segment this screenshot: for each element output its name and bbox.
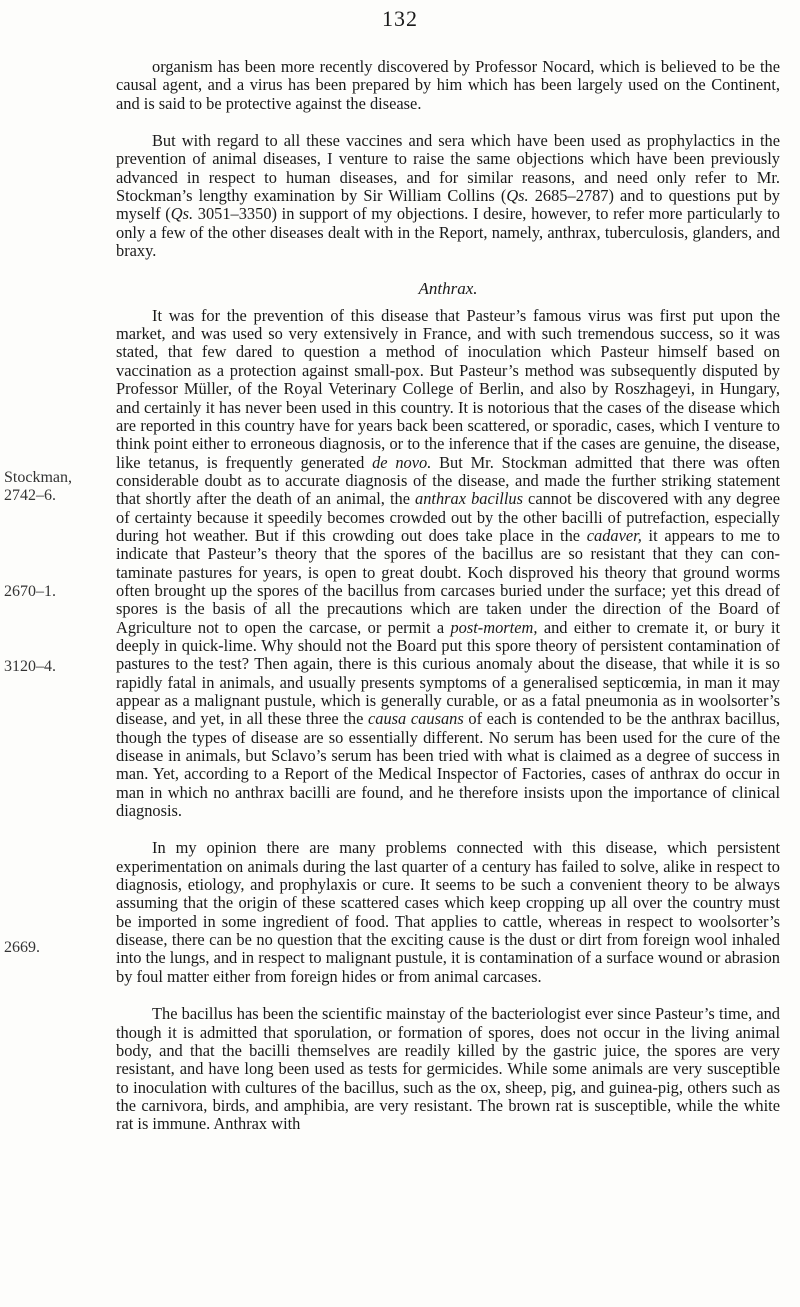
text-run: organism has been more recently discovered by Professor Nocard, which is believed to be the causal agent, and a virus has been prepared by him which has been largely used on the Continent, and is said to be protective against the disease.: [116, 57, 780, 113]
margin-note-3120: 3120–4.: [4, 658, 56, 675]
text-run: cannot be discovered with any degree of certainty because it speedily becomes crowded out by the other bacilli of putrefaction, especially during hot weather. But if this crowding out does take place in the: [116, 489, 780, 545]
italic-text: cadaver,: [586, 525, 642, 545]
text-run: In my opinion there are many problems connected with this disease, which persistent experimentation on animals during the last quarter of a century has failed to solve, alike in respect to diagnosis, etiology, and prophylaxis or cure. It seems to be such a convenient theory to be always assuming that the origin of these scattered cases which keep cropping up all over the country must be imported in some ingredient of food. That applies to cattle, whereas in respect to woolsorter’s disease, there can be no question that the exciting cause is the dust or dirt from foreign wool inhaled into the lungs, and in respect to malignant pustule, it is contamination of a surface wound or abrasion by foul matter either from foreign hides or from animal carcases.: [116, 838, 780, 986]
italic-text: post-mortem,: [450, 617, 538, 637]
margin-note-stockman: Stockman, 2742–6.: [4, 469, 72, 504]
paragraph-2: [116, 132, 780, 260]
paragraph-5: [116, 1005, 780, 1133]
paragraph-4: [116, 839, 780, 986]
margin-note-2669: 2669.: [4, 939, 40, 956]
text-run: 3051–3350) in support of my objections. I desire, however, to refer more particularly to only a few of the other diseases dealt with in the Report, namely, anthrax, tuberculosis, glanders, and braxy.: [116, 204, 780, 261]
page-number: 132: [382, 6, 418, 31]
text-run: The bacillus has been the scientific mainstay of the bacteriologist ever since Pasteur’s time, and though it is admitted that sporulation, or formation of spores, does not occur in the living animal body, and that the bacilli themselves are readily killed by the gastric juice, the spores are very resistant, and have long been used as tests for germicides. While some animals are very susceptible to inoculation with cultures of the bacillus, such as the ox, sheep, pig, and guinea-pig, others such as the carnivora, birds, and amphibia, are very resistant. The brown rat is susceptible, while the white rat is immune. Anthrax with: [116, 1004, 780, 1134]
italic-text: Qs.: [170, 204, 194, 224]
paragraph-1: [116, 58, 780, 113]
italic-text: anthrax bacillus: [415, 489, 523, 509]
body-text: [116, 58, 780, 1134]
text-run: it appears to me to indicate that Pasteur’s theory that the spores of the bacillus are so resistant that they can con-taminate pastures for years, is open to great doubt. Koch disproved his theory that ground worms often brought up the spores of the bacillus from carcases buried under the surface; yet this dread of spores is the basis of all the precautions which are taken under the direction of the Board of Agriculture not to open the carcase, or permit a: [116, 525, 781, 637]
italic-text: causa causans: [368, 709, 464, 729]
text-run: It was for the prevention of this disease that Pasteur’s famous virus was first put upon the market, and was used so very extensively in France, and with such tremendous success, so it was stated, that few dared to question a method of inoculation which Pasteur himself based on vaccination as a protection against small-pox. But Pasteur’s method was subsequently disputed by Professor Müller, of the Royal Veterinary College of Berlin, and also by Roszhageyi, in Hungary, and certainly it has never been used in this country. It is notorious that the cases of the disease which are reported in this country have for years back been scattered, or sporadic, cases, which I venture to think point either to erroneous diagnosis, or to the inference that if the cases are genuine, the disease, like tetanus, is frequently generated: [116, 305, 780, 472]
text-run: But Mr. Stockman admitted that there was often considerable doubt as to accurate diagnosis of the disease, and made the further striking statement that shortly after the death of an animal, the: [116, 452, 780, 509]
text-run: of each is contended to be the anthrax bacillus, though the types of disease are so essentially different. No serum has been used for the cure of the disease in animals, but Sclavo’s serum has been tried with what is claimed as a degree of success in man. Yet, according to a Report of the Medical Inspector of Factories, cases of anthrax do occur in man in which no anthrax bacilli are found, and he therefore insists upon the importance of clinical diagnosis.: [116, 709, 780, 821]
text-run: But with regard to all these vaccines and sera which have been used as prophylactics in the prevention of animal diseases, I venture to raise the same objections which have been previously advanced in respect to human diseases, and for similar reasons, and need only refer to Mr. Stockman’s lengthy examination by Sir William Collins (: [116, 131, 780, 206]
italic-text: Qs.: [506, 186, 529, 206]
paragraph-3: [116, 307, 780, 821]
text-run: 2685–2787) and to questions put by myself (: [116, 186, 780, 224]
italic-text: de novo.: [372, 452, 432, 472]
section-heading: Anthrax.: [418, 279, 478, 299]
margin-note-2670: 2670–1.: [4, 583, 56, 600]
text-run: and either to cremate it, or bury it deeply in quick-lime. Why should not the Board put this spore theory of persistent contamination of pastures to the test? Then again, there is this curious anomaly about the disease, that while it is so rapidly fatal in animals, and usually presents symptoms of a generalised septicœmia, in man it may appear as a malignant pustule, which is generally curable, or as a fatal pneumonia as in woolsorter’s disease, and yet, in all these three the: [116, 617, 781, 729]
